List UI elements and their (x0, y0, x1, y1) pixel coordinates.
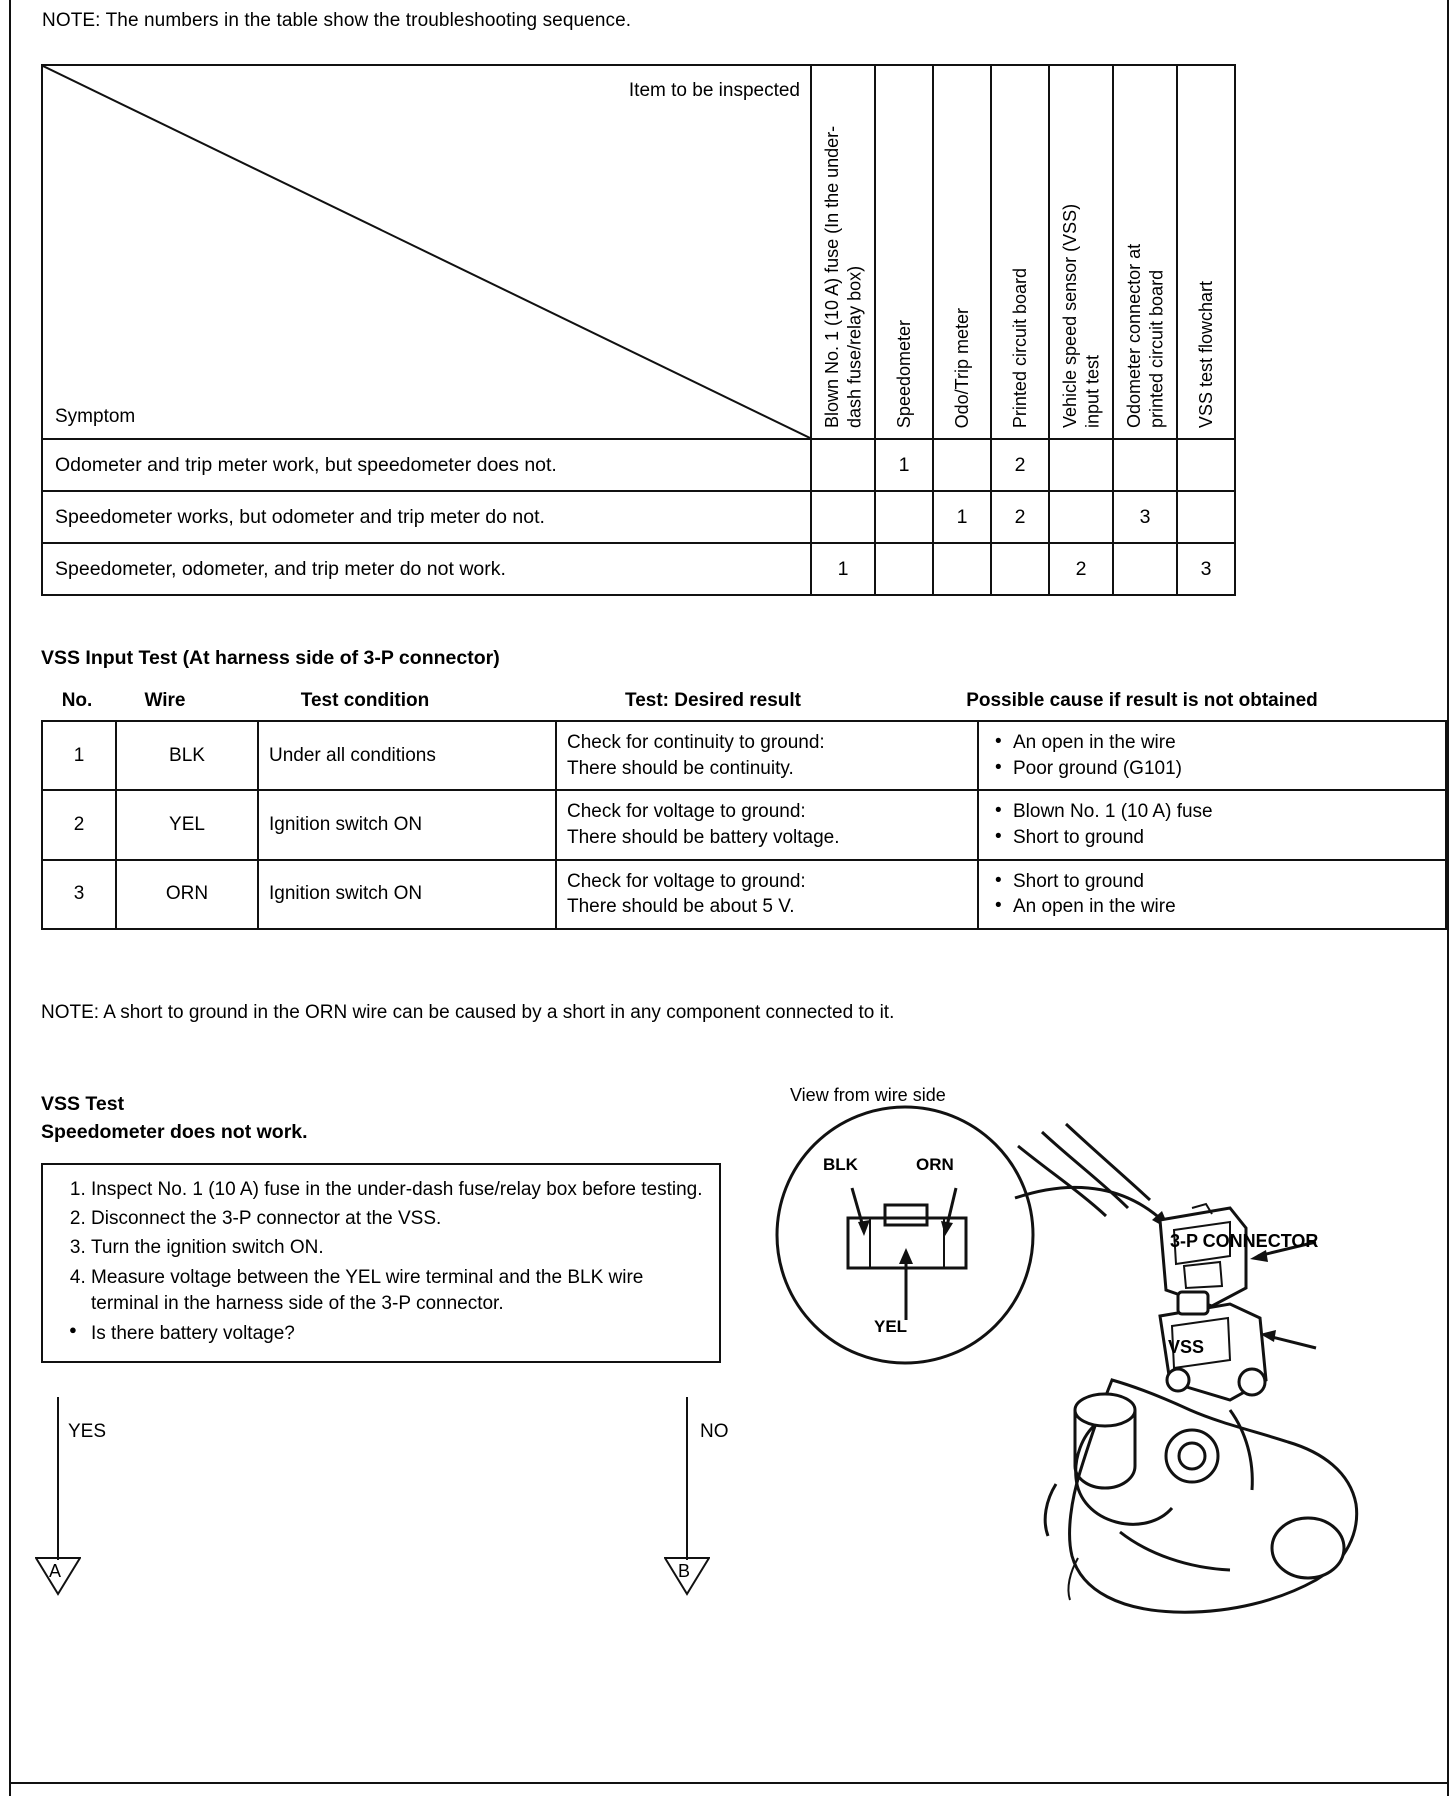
heading-vss-input-test: VSS Input Test (At harness side of 3-P connector) (41, 647, 500, 669)
matrix-col-label: Printed circuit board (1009, 267, 1030, 428)
page-border-bottom (9, 1782, 1449, 1784)
table-row (42, 790, 1446, 859)
flowchart-step: 2. Disconnect the 3-P connector at the VSS. (91, 1206, 705, 1232)
matrix-symptom-text: Speedometer works, but odometer and trip meter do not. (42, 491, 811, 543)
vss-input-test-section (41, 690, 1371, 930)
header-wire: Wire (144, 690, 186, 711)
matrix-cell: 2 (991, 491, 1049, 543)
matrix-cell (811, 491, 875, 543)
matrix-col-pcb (991, 65, 1049, 439)
result-line-2: There should be about 5 V. (567, 896, 795, 918)
cause-item: • Short to ground (995, 825, 1435, 851)
vss-illustration (760, 1080, 1420, 1700)
matrix-col-label: VSS test flowchart (1195, 280, 1216, 428)
branch-line-yes (57, 1397, 59, 1560)
table-row (42, 860, 1446, 929)
note-troubleshooting-sequence: NOTE: The numbers in the table show the troubleshooting sequence. (42, 10, 632, 31)
matrix-cell (1177, 491, 1235, 543)
result-line-2: There should be battery voltage. (567, 826, 840, 848)
flowchart-step: 3. Turn the ignition switch ON. (91, 1235, 705, 1261)
flowchart-step: 1. Inspect No. 1 (10 A) fuse in the under-dash fuse/relay box before testing. (91, 1177, 705, 1203)
table-row (42, 439, 1235, 491)
matrix-cell: 1 (875, 439, 933, 491)
table-row (42, 543, 1235, 595)
matrix-corner-cell (42, 65, 811, 439)
cause-list (995, 730, 1435, 781)
result-line-2: There should be continuity. (567, 757, 794, 779)
label-3p-connector: 3-P CONNECTOR (1170, 1231, 1319, 1251)
matrix-col-fuse (811, 65, 875, 439)
label-orn-wire: ORN (916, 1155, 954, 1174)
cell-no: 2 (42, 790, 116, 859)
result-line-1: Check for voltage to ground: (567, 870, 806, 892)
cause-item: • Short to ground (995, 869, 1435, 895)
cell-condition: Under all conditions (258, 721, 556, 790)
matrix-cell (875, 543, 933, 595)
matrix-cell: 2 (1049, 543, 1113, 595)
illustration-caption: View from wire side (790, 1085, 946, 1105)
matrix-cell: 3 (1177, 543, 1235, 595)
matrix-symptom-header: Symptom (55, 406, 136, 427)
cell-possible-cause (978, 860, 1446, 929)
cause-item: • An open in the wire (995, 730, 1435, 756)
flowchart-question: ● Is there battery voltage? (57, 1321, 705, 1347)
page-border-right (1447, 0, 1449, 1796)
header-desired-result: Test: Desired result (625, 690, 801, 711)
cell-no: 3 (42, 860, 116, 929)
vss-input-test-table (41, 720, 1447, 930)
cause-item: • Poor ground (G101) (995, 756, 1435, 782)
cell-wire: ORN (116, 860, 258, 929)
result-line-1: Check for voltage to ground: (567, 801, 806, 823)
branch-label-no: NO (700, 1421, 729, 1442)
cell-desired-result (556, 860, 978, 929)
matrix-col-speedometer (875, 65, 933, 439)
flowchart-step: 4. Measure voltage between the YEL wire terminal and the BLK wire terminal in the harness side of the 3-P connector. (91, 1265, 705, 1317)
matrix-col-label: Vehicle speed sensor (VSS) input test (1059, 203, 1102, 428)
cause-list (995, 799, 1435, 850)
matrix-cell: 1 (811, 543, 875, 595)
matrix-col-label: Odo/Trip meter (951, 307, 972, 428)
label-yel-wire: YEL (874, 1317, 908, 1336)
result-line-1: Check for continuity to ground: (567, 732, 825, 753)
matrix-col-vss-flowchart (1177, 65, 1235, 439)
label-vss: VSS (1168, 1337, 1205, 1357)
cell-possible-cause (978, 790, 1446, 859)
matrix-item-header: Item to be inspected (628, 80, 800, 101)
connector-label-b: B (678, 1561, 691, 1581)
matrix-cell (1049, 491, 1113, 543)
heading-vss-test: VSS Test (41, 1093, 125, 1115)
header-test-condition: Test condition (300, 690, 430, 711)
subheading-speedometer: Speedometer does not work. (41, 1121, 308, 1143)
matrix-cell (933, 543, 991, 595)
matrix-cell: 3 (1113, 491, 1177, 543)
cause-list (995, 869, 1435, 920)
matrix-col-odotrip (933, 65, 991, 439)
diagonal-divider (43, 66, 810, 438)
matrix-header-row (42, 65, 1235, 439)
cell-no: 1 (42, 721, 116, 790)
table-row (42, 491, 1235, 543)
matrix-symptom-text: Odometer and trip meter work, but speedometer does not. (42, 439, 811, 491)
matrix-cell: 2 (991, 439, 1049, 491)
matrix-col-odo-connector (1113, 65, 1177, 439)
cell-wire: BLK (116, 721, 258, 790)
header-no: No. (61, 690, 93, 711)
cell-wire: YEL (116, 790, 258, 859)
vss-column-headers (41, 690, 1371, 720)
label-blk-wire: BLK (823, 1155, 858, 1174)
flowchart-step-box (41, 1163, 721, 1363)
cause-item: • An open in the wire (995, 894, 1435, 920)
cell-condition: Ignition switch ON (258, 860, 556, 929)
matrix-symptom-text: Speedometer, odometer, and trip meter do not work. (42, 543, 811, 595)
matrix-cell (1113, 543, 1177, 595)
matrix-col-vss-input (1049, 65, 1113, 439)
note-orn-short: NOTE: A short to ground in the ORN wire can be caused by a short in any component connected to it. (41, 1002, 895, 1023)
cell-condition: Ignition switch ON (258, 790, 556, 859)
matrix-col-label: Odometer connector at printed circuit board (1123, 243, 1166, 428)
matrix-cell (991, 543, 1049, 595)
matrix-cell (1049, 439, 1113, 491)
branch-line-no (686, 1397, 688, 1560)
branch-label-yes: YES (68, 1421, 107, 1442)
symptom-matrix-table (41, 64, 1236, 596)
matrix-cell (1177, 439, 1235, 491)
matrix-cell (811, 439, 875, 491)
connector-label-a: A (49, 1561, 62, 1581)
page-border-left (9, 0, 11, 1796)
matrix-col-label: Blown No. 1 (10 A) fuse (In the under-dash fuse/relay box) (821, 125, 864, 428)
matrix-cell: 1 (933, 491, 991, 543)
table-row (42, 721, 1446, 790)
matrix-cell (933, 439, 991, 491)
cell-desired-result (556, 721, 978, 790)
matrix-cell (875, 491, 933, 543)
flowchart-steps (57, 1177, 705, 1317)
matrix-col-label: Speedometer (893, 319, 914, 428)
cell-desired-result (556, 790, 978, 859)
matrix-cell (1113, 439, 1177, 491)
cause-item: • Blown No. 1 (10 A) fuse (995, 799, 1435, 825)
header-possible-cause: Possible cause if result is not obtained (966, 690, 1318, 711)
cell-possible-cause (978, 721, 1446, 790)
